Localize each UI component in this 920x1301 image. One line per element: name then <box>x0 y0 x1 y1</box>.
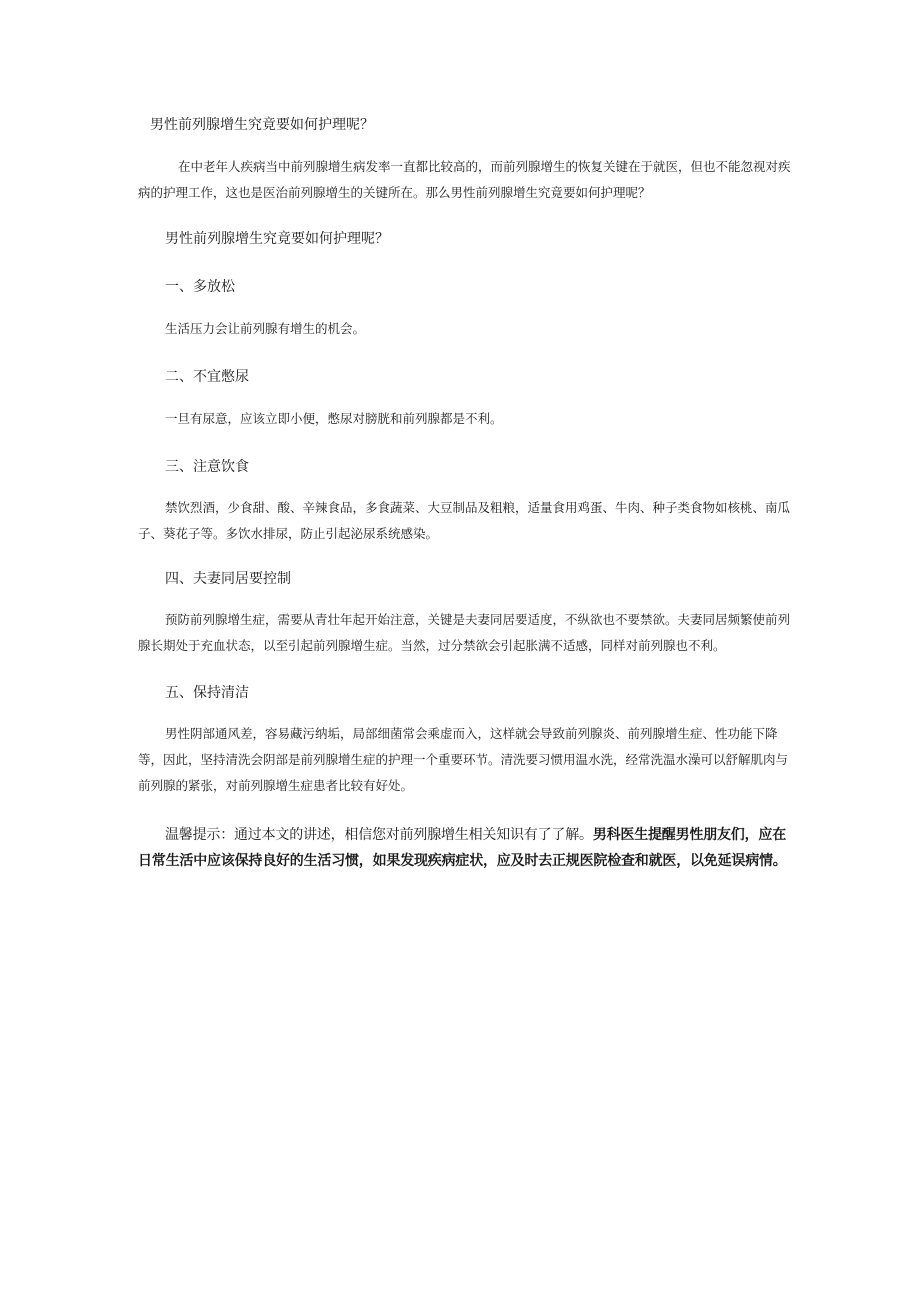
warm-tip-paragraph <box>138 822 794 874</box>
section-body-no-holding: 一旦有尿意，应该立即小便，憋尿对膀胱和前列腺都是不利。 <box>165 411 503 426</box>
article-title: 男性前列腺增生究竟要如何护理呢？ <box>150 117 374 133</box>
section-body-relax: 生活压力会让前列腺有增生的机会。 <box>165 321 366 336</box>
warm-tip-text: 通过本文的讲述，相信您对前列腺增生相关知识有了了解。 <box>234 827 593 843</box>
section-heading-relax: 一、多放松 <box>165 279 235 295</box>
section-body-diet: 禁饮烈酒，少食甜、酸、辛辣食品，多食蔬菜、大豆制品及粗粮，适量食用鸡蛋、牛肉、种子类食物如核桃、南瓜子、葵花子等。多饮水排尿，防止引起泌尿系统感染。 <box>138 500 791 541</box>
section-heading-hygiene: 五、保持清洁 <box>165 685 249 701</box>
section-heading-diet: 三、注意饮食 <box>165 459 249 475</box>
warm-tip-label: 温馨提示： <box>165 827 234 843</box>
section-body-cohabitation: 预防前列腺增生症，需要从青壮年起开始注意，关键是夫妻同居要适度，不纵欲也不要禁欲。夫妻同居频繁使前列腺长期处于充血状态，以至引起前列腺增生症。当然，过分禁欲会引起胀满不适感，同样对前列腺也不利。 <box>138 612 791 653</box>
article-subtitle: 男性前列腺增生究竟要如何护理呢？ <box>165 231 389 247</box>
section-heading-no-holding: 二、不宜憋尿 <box>165 369 249 385</box>
section-body-hygiene: 男性阴部通风差，容易藏污纳垢，局部细菌常会乘虚而入，这样就会导致前列腺炎、前列腺增生症、性功能下降等，因此，坚持清洗会阴部是前列腺增生症的护理一个重要环节。清洗要习惯用温水洗，经常洗温水澡可以舒解肌肉与前列腺的紧张，对前列腺增生症患者比较有好处。 <box>138 726 789 793</box>
section-heading-cohabitation: 四、夫妻同居要控制 <box>165 571 291 587</box>
warm-tip-doctor-advice: 男科医生提醒男性朋友们，应在日常生活中应该保持良好的生活习惯，如果发现疾病症状，应及时去正规医院检查和就医，以免延误病情。 <box>138 827 787 869</box>
intro-paragraph: 在中老年人疾病当中前列腺增生病发率一直都比较高的，而前列腺增生的恢复关键在于就医，但也不能忽视对疾病的护理工作，这也是医治前列腺增生的关键所在。那么男性前列腺增生究竟要如何护理呢？ <box>138 159 791 200</box>
